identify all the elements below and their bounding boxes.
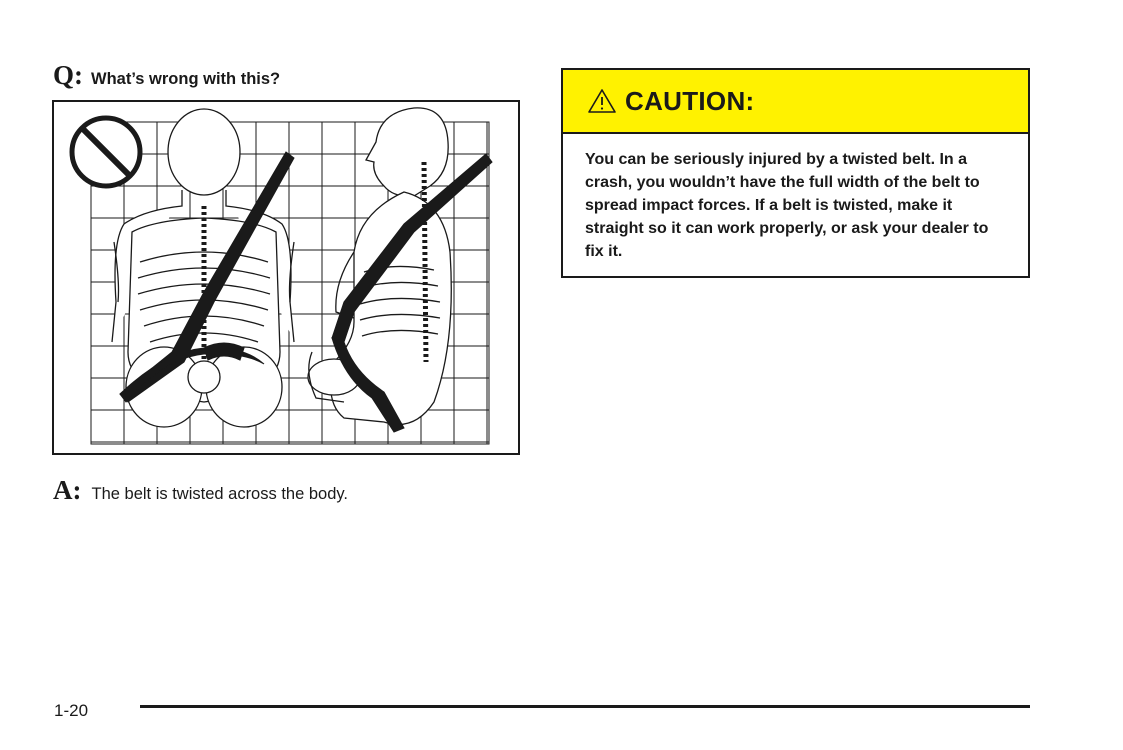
caution-box	[561, 68, 1030, 278]
caution-title: CAUTION:	[625, 85, 755, 116]
caution-header	[563, 70, 1028, 134]
twisted-belt-illustration	[52, 100, 520, 455]
answer-label: A:	[53, 475, 82, 505]
question-text: What’s wrong with this?	[91, 70, 281, 88]
prohibition-icon	[72, 118, 140, 186]
caution-text: You can be seriously injured by a twisted belt. In a crash, you wouldn’t have the full width of the belt to spread impact forces. If a belt is twisted, make it straight so it can work properly, or ask your dealer to fix it.	[585, 151, 989, 260]
footer-rule	[140, 705, 1030, 708]
question-label: Q:	[53, 60, 83, 90]
page-number: 1-20	[54, 701, 89, 720]
warning-triangle-icon	[587, 88, 617, 114]
question	[53, 60, 280, 91]
answer	[53, 475, 348, 506]
answer-text: The belt is twisted across the body.	[91, 485, 348, 503]
